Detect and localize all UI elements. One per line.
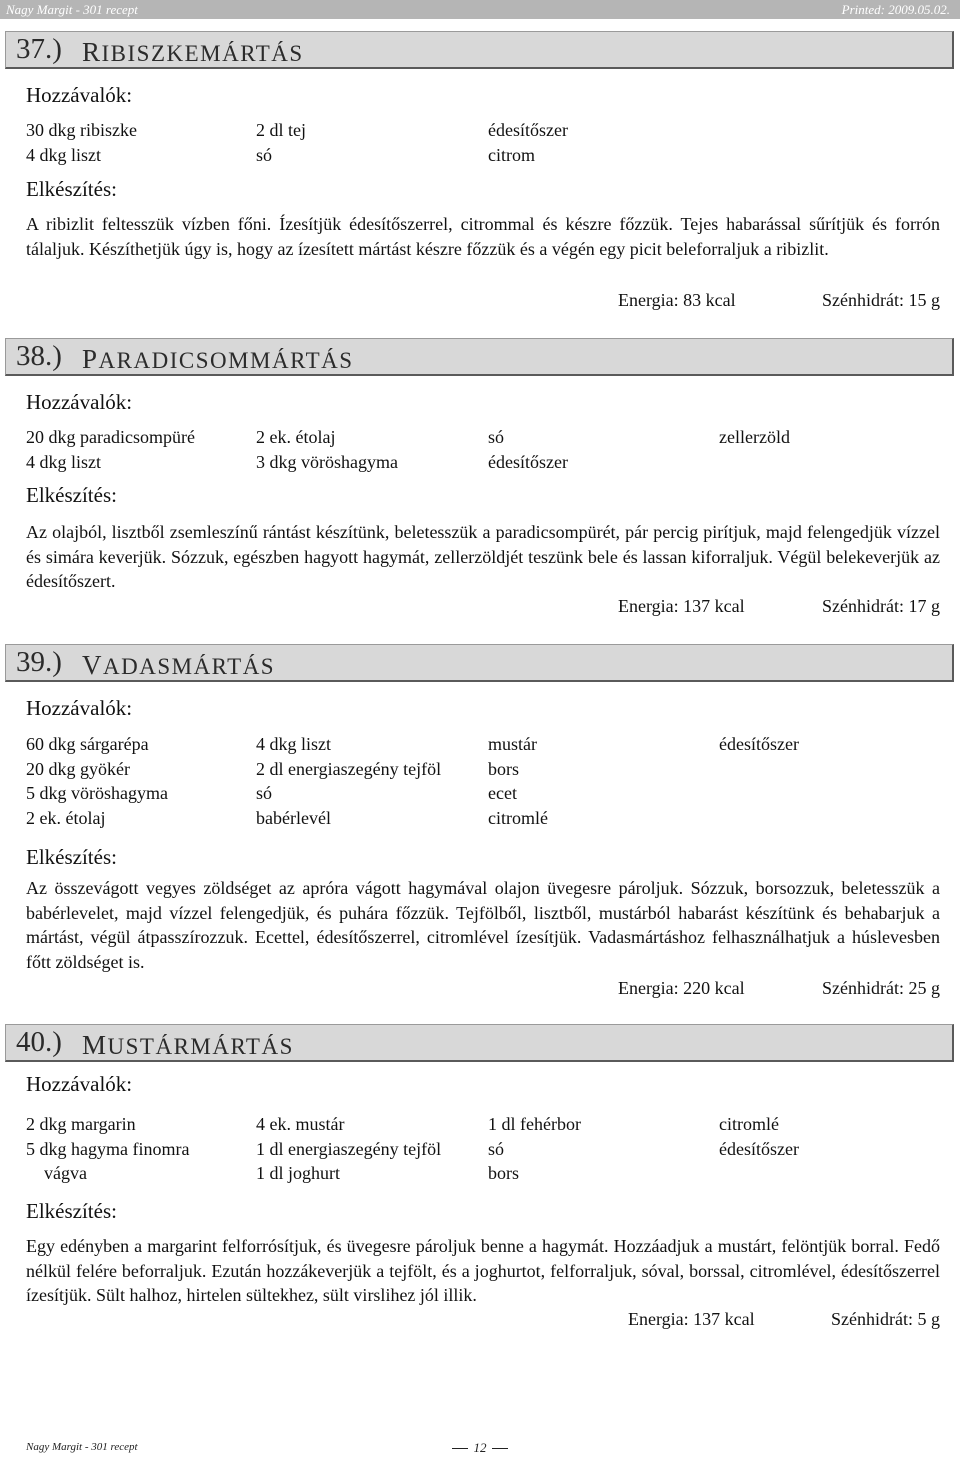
ingredient-row [26, 806, 946, 831]
recipe-39 [0, 644, 960, 998]
ingredients-list [26, 425, 946, 474]
preparation-heading: Elkészítés: [26, 177, 117, 201]
ingredients-heading: Hozzávalók: [26, 1072, 133, 1096]
ingredient: 2 dkg margarin [26, 1114, 136, 1134]
ingredient: 4 ek. mustár [256, 1114, 345, 1134]
ingredient: 1 dl fehérbor [488, 1114, 581, 1134]
ingredient: bors [488, 1163, 519, 1183]
recipe-37 [0, 31, 960, 310]
ingredient-row [26, 143, 946, 168]
ingredients-list [26, 732, 946, 830]
nutrition-info [520, 1309, 940, 1333]
recipe-40 [0, 1024, 960, 1329]
recipe-name-rest: ARADICSOMMÁRTÁS [98, 348, 354, 373]
carbs-value: Szénhidrát: 5 g [831, 1309, 940, 1329]
recipe-name-rest: USTÁRMÁRTÁS [107, 1034, 294, 1059]
recipe-title-bar [5, 644, 954, 682]
preparation-text: Az olajból, lisztből zsemleszínű rántást készítünk, beletesszük a paradicsompürét, pár percig pirítjuk, majd felengedjük vízzel és simára keverjük. Sózzuk, egészben hagyott hagymát, zellerzöldjét teszünk bele és lassan kiforraljuk. Végül belekeverjük az édesítőszert. [26, 522, 940, 591]
recipe-name-initial: V [82, 650, 103, 680]
ingredient: édesítőszer [719, 1138, 799, 1159]
header-print-date: Printed: 2009.05.02. [841, 2, 950, 17]
ingredients-list [26, 1112, 946, 1186]
ingredient: citromlé [719, 1114, 779, 1134]
ingredient: 2 dl tej [256, 120, 306, 140]
ingredient: só [488, 427, 505, 447]
recipe-title-bar [5, 338, 954, 376]
ingredient-row [26, 781, 946, 806]
ingredient: 4 dkg liszt [26, 451, 101, 472]
ingredient: bors [488, 758, 519, 779]
ingredient: 1 dl joghurt [256, 1163, 340, 1183]
recipe-number: 37.) [16, 33, 62, 65]
ingredient: édesítőszer [488, 451, 568, 472]
ingredient-row [26, 1137, 946, 1162]
ingredient-row [26, 757, 946, 782]
ingredient: babérlevél [256, 807, 331, 828]
ingredient-row [26, 1112, 946, 1137]
ingredient: 30 dkg ribiszke [26, 120, 137, 140]
preparation-heading: Elkészítés: [26, 483, 117, 507]
nutrition-info [520, 290, 940, 314]
preparation-text: A ribizlit feltesszük vízben főni. Ízesítjük édesítőszerrel, citrommal és készre főzzük. Tejes habarással sűrítjük és forrón tálaljuk. Készíthetjük úgy is, hogy az ízesített mártást készre főzzük és a végén egy picit beleforraljuk a ribizlit. [26, 214, 940, 259]
recipe-number: 39.) [16, 646, 62, 678]
ingredients-list [26, 118, 946, 167]
recipe-name [82, 37, 304, 68]
recipe-name-rest: ADASMÁRTÁS [103, 654, 276, 679]
ingredient-row [26, 425, 946, 450]
page-number: 12 [452, 1440, 508, 1456]
ingredient: vágva [26, 1163, 87, 1183]
recipe-name [82, 650, 275, 681]
recipe-name-initial: M [82, 1030, 108, 1060]
energy-value: Energia: 137 kcal [628, 1309, 755, 1329]
carbs-value: Szénhidrát: 17 g [822, 596, 940, 616]
ingredient: 1 dl energiaszegény tejföl [256, 1138, 442, 1159]
ingredient-row [26, 450, 946, 475]
ingredient: só [256, 783, 273, 803]
ingredient: zellerzöld [719, 427, 790, 447]
ingredient-row [26, 1161, 946, 1186]
footer-book-title: Nagy Margit - 301 recept [26, 1441, 138, 1453]
preparation-text: Az összevágott vegyes zöldséget az apróra vágott hagymával olajon üvegesre pároljuk. Sózzuk, borsozzuk, beletesszük a babérlevelet, majd vízzel felengedjük, és puhára főzzük. Tejfölből, lisztből, mustárból habarást készítünk és behabarjuk a mártást, végül átpasszírozzuk. Ecettel, édesítőszerrel, citromlével ízesítjük. Vadasmártáshoz felhasználhatjuk a húslevesben főtt zöldséget is. [26, 878, 940, 972]
recipe-title-bar [5, 31, 954, 69]
ingredient: citromlé [488, 807, 548, 828]
ingredient-row [26, 732, 946, 757]
preparation-heading: Elkészítés: [26, 845, 117, 869]
ingredient: édesítőszer [719, 734, 799, 754]
ingredient: édesítőszer [488, 120, 568, 140]
recipe-name-rest: IBISZKEMÁRTÁS [101, 41, 304, 66]
ingredient: só [256, 144, 273, 165]
ingredient: 5 dkg vöröshagyma [26, 783, 168, 803]
recipe-38 [0, 338, 960, 616]
ingredient: só [488, 1138, 505, 1159]
nutrition-info [520, 978, 940, 1002]
recipe-name [82, 344, 354, 375]
recipe-number: 38.) [16, 340, 62, 372]
ingredient: 5 dkg hagyma finomra [26, 1138, 190, 1159]
ingredient: 4 dkg liszt [256, 734, 331, 754]
ingredient: ecet [488, 783, 517, 803]
ingredient: 2 ek. étolaj [26, 807, 106, 828]
nutrition-info [520, 596, 940, 620]
carbs-value: Szénhidrát: 25 g [822, 978, 940, 998]
ingredients-heading: Hozzávalók: [26, 83, 133, 107]
ingredient: 4 dkg liszt [26, 144, 101, 165]
energy-value: Energia: 137 kcal [618, 596, 745, 616]
ingredient-row [26, 118, 946, 143]
ingredients-heading: Hozzávalók: [26, 390, 133, 414]
ingredient: citrom [488, 144, 535, 165]
ingredient: mustár [488, 734, 537, 754]
recipe-number: 40.) [16, 1026, 62, 1058]
recipe-name [82, 1030, 294, 1061]
header-book-title: Nagy Margit - 301 recept [6, 2, 138, 17]
ingredient: 20 dkg gyökér [26, 758, 130, 779]
preparation-heading: Elkészítés: [26, 1199, 117, 1223]
carbs-value: Szénhidrát: 15 g [822, 290, 940, 310]
preparation-text: Egy edényben a margarint felforrósítjuk, és üvegesre pároljuk benne a hagymát. Hozzáadjuk a mustárt, felöntjük borral. Fedő nélkül felére beforraljuk. Ezután hozzákeverjük a tejfölt, és a joghurtot, felforraljuk, sóval, borssal, citromlével, édesítőszerrel ízesítjük. Sült halhoz, hirtelen sültekhez, sült virslihez jól illik. [26, 1236, 940, 1305]
recipe-name-initial: R [82, 37, 102, 67]
recipe-title-bar [5, 1024, 954, 1062]
ingredient: 2 ek. étolaj [256, 427, 336, 447]
print-header [0, 0, 960, 19]
recipe-name-initial: P [82, 344, 99, 374]
ingredient: 3 dkg vöröshagyma [256, 451, 398, 472]
energy-value: Energia: 83 kcal [618, 290, 736, 310]
ingredient: 2 dl energiaszegény tejföl [256, 758, 442, 779]
ingredients-heading: Hozzávalók: [26, 696, 133, 720]
energy-value: Energia: 220 kcal [618, 978, 745, 998]
ingredient: 60 dkg sárgarépa [26, 734, 149, 754]
ingredient: 20 dkg paradicsompüré [26, 427, 195, 447]
